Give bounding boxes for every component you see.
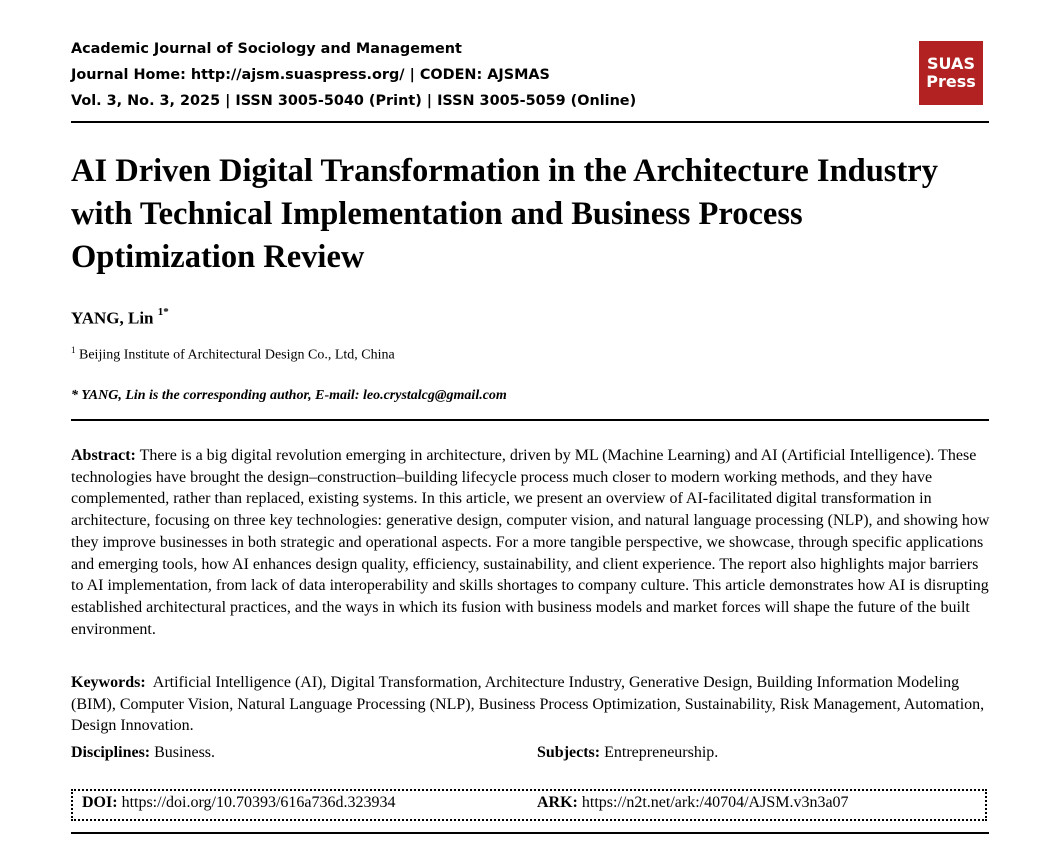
abstract-label: Abstract: <box>71 447 136 464</box>
doi-entry <box>82 794 396 812</box>
affiliation <box>71 345 395 364</box>
subjects-label: Subjects: <box>537 744 601 761</box>
footer-divider <box>71 832 989 834</box>
doi-label: DOI: <box>82 794 118 811</box>
journal-name: Academic Journal of Sociology and Management <box>71 41 462 57</box>
identifier-box <box>71 789 987 821</box>
affiliation-superscript: 1 <box>71 345 76 355</box>
author-name: YANG, Lin <box>71 308 154 328</box>
journal-issue-line: Vol. 3, No. 3, 2025 | ISSN 3005-5040 (Print) | ISSN 3005-5059 (Online) <box>71 93 637 109</box>
disciplines-value: Business. <box>154 744 216 761</box>
author-line <box>71 308 169 329</box>
affiliation-text: Beijing Institute of Architectural Design Co., Ltd, China <box>79 347 395 363</box>
disciplines-label: Disciplines: <box>71 744 151 761</box>
abstract-text: There is a big digital revolution emerging in architecture, driven by ML (Machine Learning) and AI (Artificial Intelligence). These technologies have brought the design–construction–building lifecycle process much closer to modern working methods, and they have complemented, rather than replaced, existing systems. In this article, we present an overview of AI-facilitated digital transformation in architecture, focusing on three key technologies: generative design, computer vision, and natural language processing (NLP), and showing how they improve businesses in both strategic and operational aspects. For a more tangible perspective, we showcase, through specific applications and emerging tools, how AI enhances design quality, efficiency, sustainability, and client experience. The report also highlights major barriers to AI implementation, from lack of data interoperability and skills shortages to company culture. This article demonstrates how AI is disrupting established architectural practices, and the ways in which its fusion with business models and market forces will shape the future of the built environment. <box>71 447 990 638</box>
journal-header <box>71 36 871 114</box>
author-superscript: 1* <box>157 306 169 318</box>
ark-label: ARK: <box>537 794 578 811</box>
header-divider <box>71 121 989 123</box>
ark-link[interactable]: https://n2t.net/ark:/40704/AJSM.v3n3a07 <box>581 794 849 811</box>
keywords-paragraph <box>71 672 991 737</box>
keywords-label: Keywords: <box>71 674 146 691</box>
abstract-paragraph <box>71 445 991 640</box>
section-divider <box>71 419 989 421</box>
keywords-text: Artificial Intelligence (AI), Digital Transformation, Architecture Industry, Generative Design, Building Information Modeling (BIM), Computer Vision, Natural Language Processing (NLP), Business Process Optimization, Sustainability, Risk Management, Automation, Design Innovation. <box>71 674 985 735</box>
journal-home-line[interactable]: Journal Home: http://ajsm.suaspress.org/ | CODEN: AJSMAS <box>71 67 550 83</box>
logo-line-2: Press <box>926 72 976 91</box>
ark-entry <box>537 794 849 812</box>
paper-title: AI Driven Digital Transformation in the Architecture Industry with Technical Implementation and Business Process Optimization Review <box>71 153 938 275</box>
suas-press-logo <box>919 41 983 105</box>
subjects-value: Entrepreneurship. <box>604 744 719 761</box>
disciplines <box>71 742 215 764</box>
logo-line-1: SUAS <box>927 54 975 73</box>
corresponding-author-note: * YANG, Lin is the corresponding author, E-mail: leo.crystalcg@gmail.com <box>71 388 507 403</box>
doi-link[interactable]: https://doi.org/10.70393/616a736d.323934 <box>121 794 396 811</box>
subjects <box>537 742 718 764</box>
